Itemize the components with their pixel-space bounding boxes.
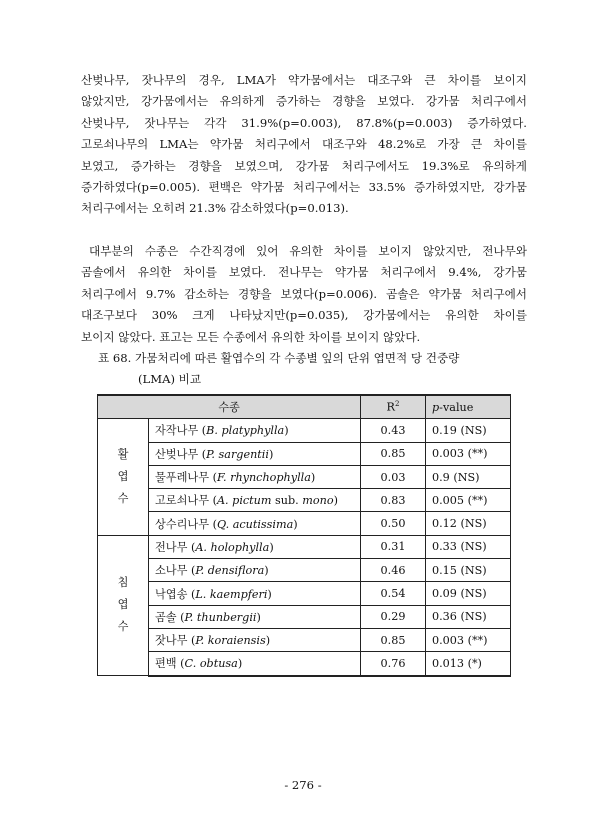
paragraph-line: 증가하였다(p=0.005). 편백은 약가뭄 처리구에서는 33.5% 증가하였지만, 강가뭄 [81,180,527,195]
species-name-part: 잣나무 ( [155,634,196,648]
group-label-char: 활 [117,448,129,462]
p-value-cell: 0.005 (**) [426,489,511,512]
species-name-part: sub. [271,494,303,508]
header-species: 수종 [98,395,361,419]
group-label-char: 수 [117,492,129,506]
species-cell [149,512,361,535]
species-name-part: ) [268,447,274,461]
species-cell [149,605,361,628]
table-row [98,559,511,582]
p-value-cell: 0.12 (NS) [426,512,511,535]
table-row [98,535,511,558]
species-cell [149,535,361,558]
species-name-part: mono [302,494,334,508]
page-number: - 276 - [284,778,322,792]
table-row [98,605,511,628]
table-caption [98,348,518,390]
species-name-part: ) [269,540,274,554]
paragraph-line: 보였고, 증가하는 경향을 보였으며, 강가뭄 처리구에서도 19.3%로 유의하게 [81,158,527,173]
r2-cell: 0.85 [361,442,426,465]
paragraph-line: 곰솔에서 유의한 차이를 보였다. 전나무는 약가뭄 처리구에서 9.4%, 강가뭄 [81,265,527,280]
species-name-part: 물푸레나무 ( [155,471,217,485]
paragraph-lma-results [81,70,527,220]
p-value-cell: 0.003 (**) [426,442,511,465]
table-row [98,465,511,488]
header-p-value: p-value [426,395,511,419]
species-name-part: P. densiflora [195,564,265,578]
paragraph-line: 않았지만, 강가뭄에서는 유의하게 증가하는 경향을 보였다. 강가뭄 처리구에서 [81,94,527,109]
species-name-part: 곰솔 ( [155,610,185,624]
species-cell [149,559,361,582]
paragraph-diameter-results [81,241,527,348]
species-name-part: ) [264,564,269,578]
caption-line-2: (LMA) 비교 [138,372,202,386]
species-name-part: 자작나무 ( [155,424,207,438]
table-row [98,628,511,651]
species-name-part: ) [265,634,271,648]
species-name-part: 전나무 ( [155,540,196,554]
species-name-part: P. thunbergii [184,610,257,624]
species-name-part: P. koraiensis [195,634,266,648]
species-cell [149,628,361,651]
species-name-part: ) [293,517,298,531]
species-name-part: A. pictum [216,494,272,508]
table-row [98,442,511,465]
header-r2: $R^2$ [361,395,426,419]
species-cell [149,652,361,676]
species-name-part: ) [237,657,243,671]
species-name-part: 소나무 ( [155,564,196,578]
paragraph-line: 고로쇠나무의 LMA는 약가뭄 처리구에서 대조구와 48.2%로 가장 큰 차이를 [81,137,527,152]
species-name-part: L. kaempferi [195,587,268,601]
species-name-part: ) [333,494,338,508]
r2-cell: 0.31 [361,535,426,558]
species-name-part: 상수리나무 ( [155,517,217,531]
r2-cell: 0.46 [361,559,426,582]
r2-cell: 0.50 [361,512,426,535]
species-name-part: ) [284,424,289,438]
group-label-char: 수 [117,620,129,634]
species-name-part: A. holophylla [195,540,270,554]
species-cell [149,582,361,605]
p-value-cell: 0.15 (NS) [426,559,511,582]
species-cell [149,489,361,512]
group-label [98,535,149,675]
species-name-part: B. platyphylla [206,424,285,438]
species-name-part: ) [267,587,272,601]
species-cell [149,465,361,488]
species-name-part: Q. acutissima [216,517,294,531]
paragraph-line: 처리구에서는 오히려 21.3% 감소하였다(p=0.013). [81,201,349,216]
group-label [98,419,149,535]
species-name-part: 고로쇠나무 ( [155,494,217,508]
table-row [98,419,511,442]
r2-cell: 0.83 [361,489,426,512]
group-label-char: 침 [117,576,129,590]
species-cell [149,442,361,465]
table-row [98,512,511,535]
paragraph-line: 대부분의 수종은 수간직경에 있어 유의한 차이를 보이지 않았지만, 전나무와 [89,244,527,258]
table-row [98,582,511,605]
species-name-part: F. rhynchophylla [216,471,311,485]
p-value-cell: 0.19 (NS) [426,419,511,442]
p-value-cell: 0.09 (NS) [426,582,511,605]
caption-line-1: 표 68. 가뭄처리에 따른 활엽수의 각 수종별 잎의 단위 엽면적 당 건중량 [98,351,460,365]
p-value-cell: 0.003 (**) [426,628,511,651]
species-name-part: 산벚나무 ( [155,447,207,461]
r2-cell: 0.03 [361,465,426,488]
group-label-char: 엽 [117,598,129,612]
p-value-cell: 0.9 (NS) [426,465,511,488]
table-header-row [98,395,511,419]
species-name-part: 편백 ( [155,657,185,671]
p-value-cell: 0.33 (NS) [426,535,511,558]
group-label-char: 엽 [117,470,129,484]
species-name-part: ) [256,610,261,624]
r2-cell: 0.29 [361,605,426,628]
paragraph-line: 처리구에서 9.7% 감소하는 경향을 보였다(p=0.006). 곰솔은 약가뭄 처리구에서 [81,286,527,301]
table-row [98,489,511,512]
p-value-cell: 0.013 (*) [426,652,511,676]
lma-table [97,394,511,677]
species-name-part: P. sargentii [206,447,269,461]
r2-cell: 0.43 [361,419,426,442]
table-row [98,652,511,676]
r2-cell: 0.76 [361,652,426,676]
paragraph-line: 산벚나무, 잣나무는 각각 31.9%(p=0.003), 87.8%(p=0.003) 증가하였다. [81,115,527,130]
paragraph-line: 보이지 않았다. 표고는 모든 수종에서 유의한 차이를 보이지 않았다. [81,329,421,344]
species-cell [149,419,361,442]
species-name-part: ) [310,471,316,485]
r2-cell: 0.85 [361,628,426,651]
p-value-cell: 0.36 (NS) [426,605,511,628]
paragraph-line: 산벚나무, 잣나무의 경우, LMA가 약가뭄에서는 대조구와 큰 차이를 보이지 [81,73,527,87]
species-name-part: C. obtusa [184,657,238,671]
paragraph-line: 대조구보다 30% 크게 나타났지만(p=0.035), 강가뭄에서는 유의한 차이를 [81,308,527,323]
species-name-part: 낙엽송 ( [155,587,196,601]
r2-cell: 0.54 [361,582,426,605]
